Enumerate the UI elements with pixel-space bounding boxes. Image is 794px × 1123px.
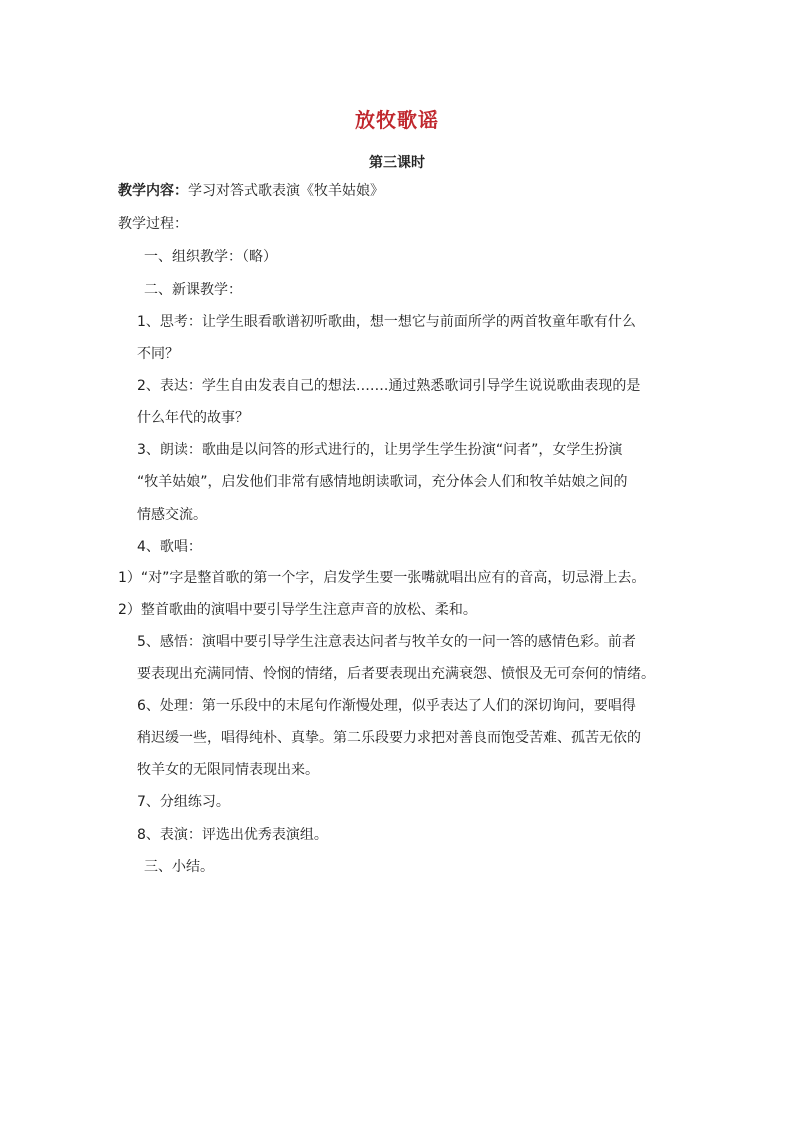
lesson-subtitle: 第三课时 xyxy=(369,155,425,171)
document-title: 放牧歌谣 xyxy=(355,108,439,132)
item-read-line2: “牧羊姑娘”，启发他们非常有感情地朗读歌词，充分体会人们和牧羊姑娘之间的 xyxy=(137,474,628,490)
item-performance: 8、表演：评选出优秀表演组。 xyxy=(137,827,328,843)
item-feel-line1: 5、感悟：演唱中要引导学生注意表达问者与牧羊女的一问一答的感情色彩。前者 xyxy=(137,634,636,650)
item-think-line2: 不同？ xyxy=(137,346,179,362)
teaching-content-text: 学习对答式歌表演《牧羊姑娘》 xyxy=(188,183,384,199)
item-process-line2: 稍迟缓一些，唱得纯朴、真挚。第二乐段要力求把对善良而饱受苦难、孤苦无依的 xyxy=(137,730,641,746)
item-group-practice: 7、分组练习。 xyxy=(137,794,230,810)
section-organize: 一、组织教学：（略） xyxy=(144,249,277,265)
section-new-lesson: 二、新课教学： xyxy=(144,282,242,298)
teaching-content-line xyxy=(118,181,384,201)
item-read-line1: 3、朗读：歌曲是以问答的形式进行的，让男学生学生扮演“问者”，女学生扮演 xyxy=(137,442,623,458)
sing-point-1: 1）“对”字是整首歌的第一个字，启发学生要一张嘴就唱出应有的音高，切忌滑上去。 xyxy=(118,570,646,586)
item-process-line3: 牧羊女的无限同情表现出来。 xyxy=(137,762,319,778)
item-think-line1: 1、思考：让学生眼看歌谱初听歌曲，想一想它与前面所学的两首牧童年歌有什么 xyxy=(137,314,636,330)
item-feel-line2: 要表现出充满同情、怜悯的情绪，后者要表现出充满衰怨、愤恨及无可奈何的情绪。 xyxy=(137,666,655,682)
item-read-line3: 情感交流。 xyxy=(137,507,207,523)
sing-point-2: 2）整首歌曲的演唱中要引导学生注意声音的放松、柔和。 xyxy=(118,602,477,618)
item-express-line1: 2、表达：学生自由发表自己的想法…….通过熟悉歌词引导学生说说歌曲表现的是 xyxy=(137,378,641,394)
teaching-content-label: 教学内容： xyxy=(118,183,188,199)
section-summary: 三、小结。 xyxy=(144,859,214,875)
item-sing: 4、歌唱： xyxy=(137,539,202,555)
item-process-line1: 6、处理：第一乐段中的末尾句作渐慢处理，似乎表达了人们的深切询问，要唱得 xyxy=(137,698,636,714)
item-express-line2: 什么年代的故事？ xyxy=(137,410,249,426)
teaching-process-label: 教学过程： xyxy=(118,216,188,232)
